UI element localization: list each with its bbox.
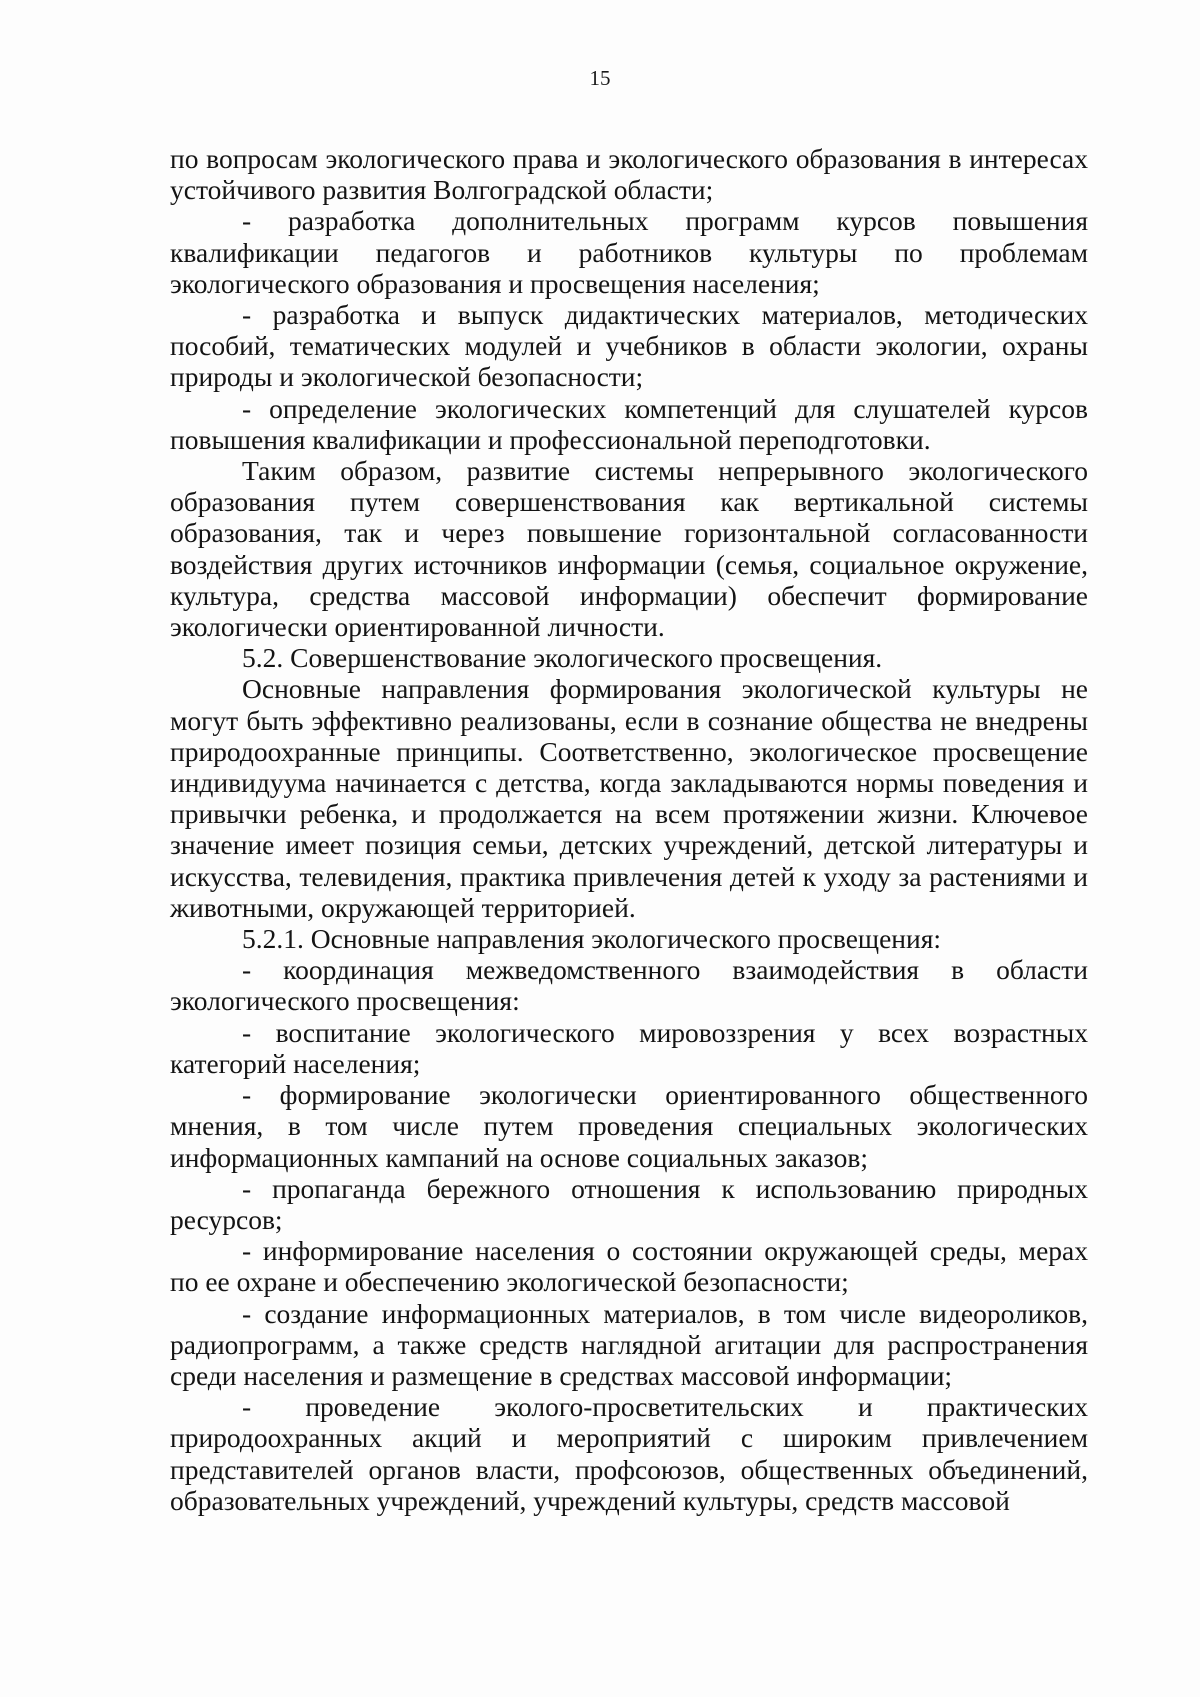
list-item: - информирование населения о состоянии окружающей среды, мерах по ее охране и обеспечению экологической безопасности; — [170, 1235, 1088, 1298]
list-item: - координация межведомственного взаимодействия в области экологического просвещения: — [170, 954, 1088, 1017]
list-item: - пропаганда бережного отношения к использованию природных ресурсов; — [170, 1172, 1088, 1235]
list-item: - проведение эколого-просветительских и практических природоохранных акций и мероприятий с широким привлечением представителей органов власти, профсоюзов, общественных объединений, образовательных учреждений, учреждений культуры, средств массовой — [170, 1391, 1088, 1516]
paragraph: Основные направления формирования экологической культуры не могут быть эффективно реализованы, если в сознание общества не внедрены природоохранные принципы. Соответственно, экологическое просвещение индивидуума начинается с детства, когда закладываются нормы поведения и привычки ребенка, и продолжается на всем протяжении жизни. Ключевое значение имеет позиция семьи, детских учреждений, детской литературы и искусства, телевидения, практика привлечения детей к уходу за растениями и животными, окружающей территорией. — [170, 673, 1088, 923]
list-item: - формирование экологически ориентированного общественного мнения, в том числе путем проведения специальных экологических информационных кампаний на основе социальных заказов; — [170, 1079, 1088, 1173]
list-item: - воспитание экологического мировоззрения у всех возрастных категорий населения; — [170, 1016, 1088, 1079]
paragraph: по вопросам экологического права и экологического образования в интересах устойчивого развития Волгоградской области; — [170, 143, 1088, 206]
list-item: - создание информационных материалов, в том числе видеороликов, радиопрограмм, а также средств наглядной агитации для распространения среди населения и размещение в средствах массовой информации; — [170, 1297, 1088, 1391]
list-item: - определение экологических компетенций для слушателей курсов повышения квалификации и профессиональной переподготовки. — [170, 392, 1088, 455]
list-item: - разработка и выпуск дидактических материалов, методических пособий, тематических модулей и учебников в области экологии, охраны природы и экологической безопасности; — [170, 299, 1088, 393]
section-heading: 5.2. Совершенствование экологического просвещения. — [242, 642, 883, 674]
list-item: - разработка дополнительных программ курсов повышения квалификации педагогов и работников культуры по проблемам экологического образования и просвещения населения; — [170, 205, 1088, 299]
subsection-heading: 5.2.1. Основные направления экологического просвещения: — [242, 923, 942, 955]
document-body — [170, 143, 1088, 1516]
paragraph: Таким образом, развитие системы непрерывного экологического образования путем совершенствования как вертикальной системы образования, так и через повышение горизонтальной согласованности воздействия других источников информации (семья, социальное окружение, культура, средства массовой информации) обеспечит формирование экологически ориентированной личности. — [170, 455, 1088, 643]
page-number: 15 — [589, 66, 611, 90]
